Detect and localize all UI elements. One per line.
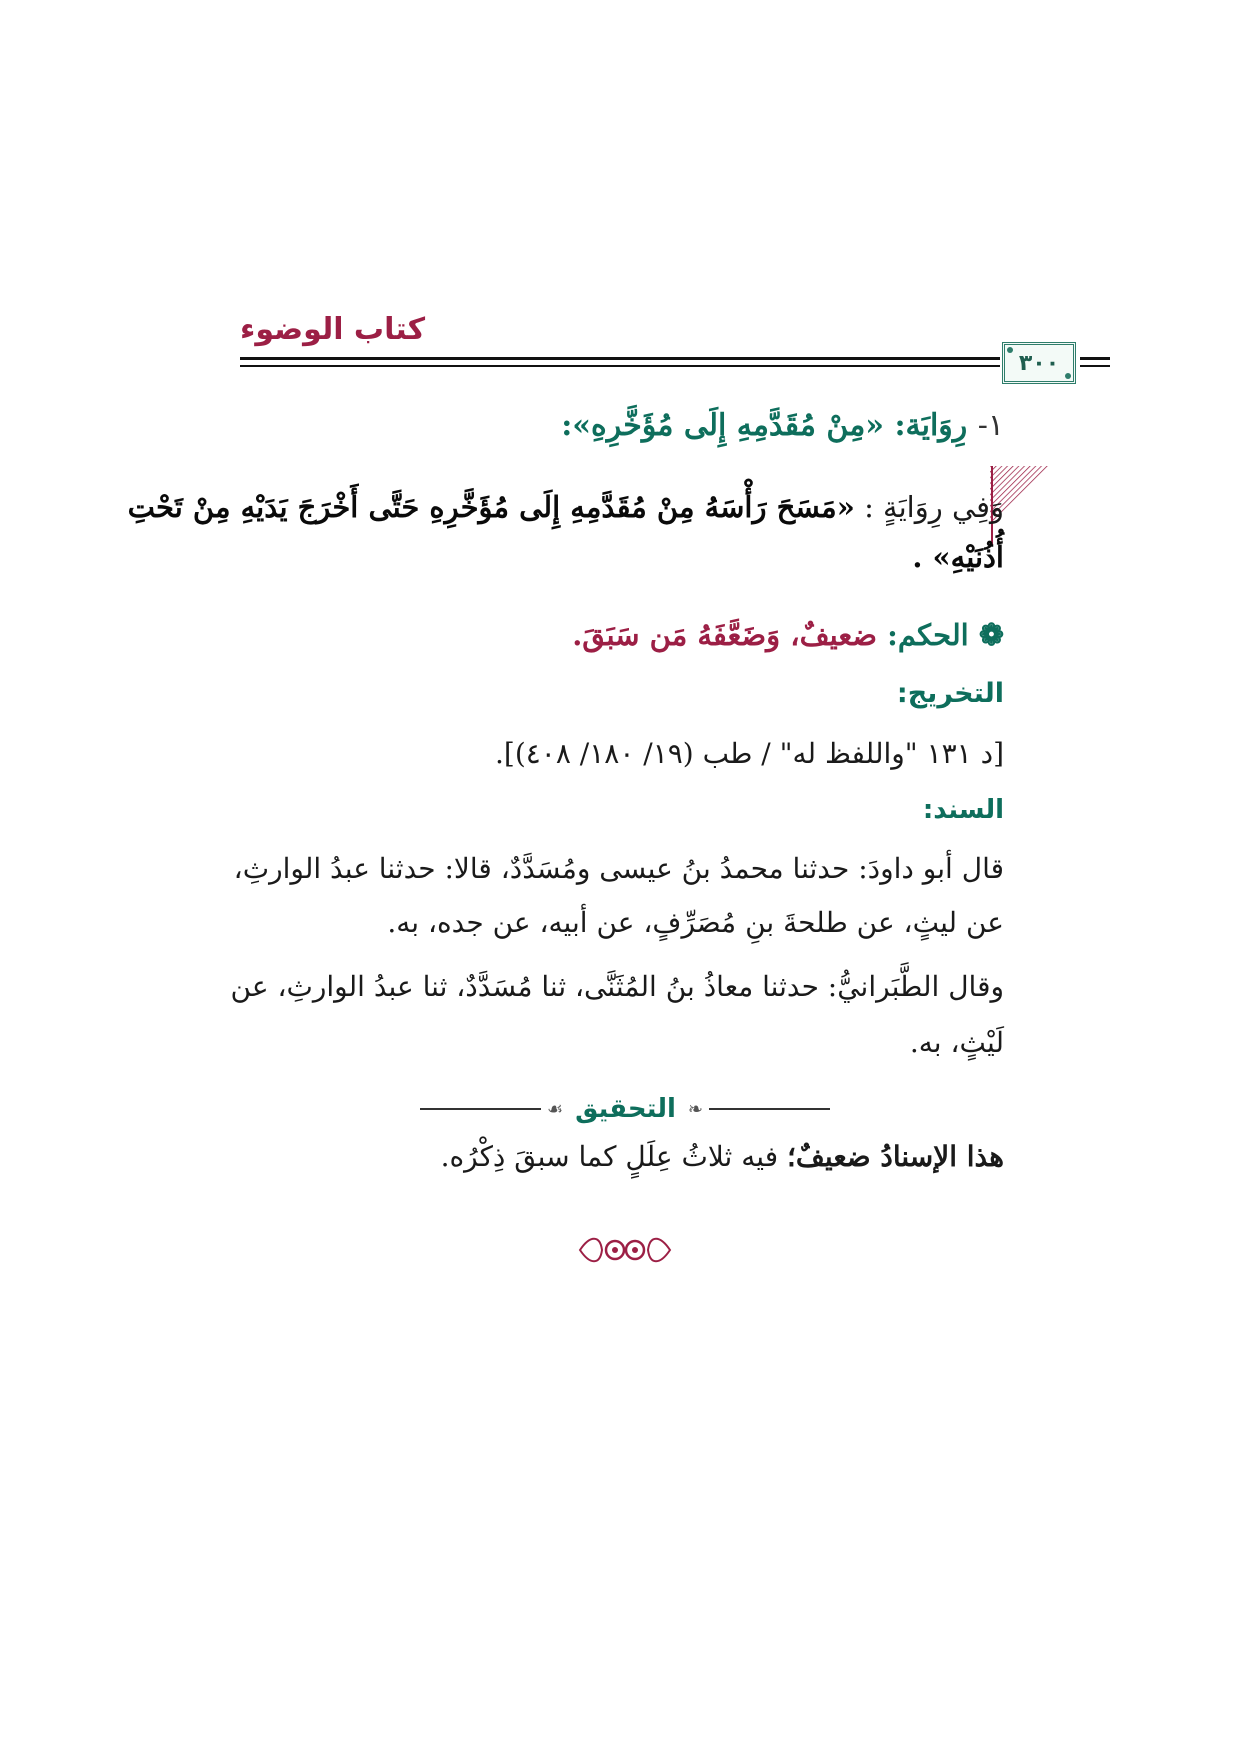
takhrij-label: التخريج: (896, 678, 1004, 709)
sanad-text: قال أبو داودَ: حدثنا محمدُ بنُ عيسى ومُسَدَّدٌ، قالا: حدثنا عبدُ الوارثِ، (233, 852, 1004, 885)
section-number: ١- (977, 408, 1004, 443)
ornament-icon: ❧ (687, 1098, 704, 1120)
conclusion (236, 1140, 1004, 1173)
conclusion-text: فيه ثلاثُ عِلَلٍ كما سبقَ ذِكْرُه. (440, 1140, 787, 1173)
header-rule (240, 365, 1000, 367)
narration-label: وَفِي رِوَايَةٍ : (864, 490, 1004, 524)
narration-text: أُذُنَيْهِ» . (912, 540, 1004, 574)
section-heading (236, 408, 1004, 443)
narration-line (236, 540, 1004, 574)
divider-line (709, 1108, 830, 1110)
flower-icon: ❁ (978, 618, 1004, 653)
ruling-label: الحكم: (887, 618, 969, 652)
sanad-text: لَيْثٍ، به. (909, 1026, 1004, 1059)
header-rule (240, 357, 1000, 360)
narration-text: «مَسَحَ رَأْسَهُ مِنْ مُقَدَّمِهِ إِلَى مُؤَخَّرِهِ حَتَّى أَخْرَجَ يَدَيْهِ مِنْ تَحْتِ (127, 490, 855, 524)
header-rule (1080, 365, 1110, 367)
sanad-label: السند: (922, 795, 1004, 825)
sanad-text: عن ليثٍ، عن طلحةَ بنِ مُصَرِّفٍ، عن أبيه، عن جده، به. (387, 906, 1004, 939)
ruling-value: ضعيفٌ، وَضَعَّفَهُ مَن سَبَقَ. (572, 618, 877, 652)
section-heading-text: رِوَايَة: «مِنْ مُقَدَّمِهِ إِلَى مُؤَخَّرِهِ»: (561, 408, 968, 443)
header-rule (1080, 357, 1110, 360)
tahqiq-title: التحقيق (575, 1094, 676, 1124)
conclusion-bold: هذا الإسنادُ ضعيفٌ؛ (786, 1140, 1004, 1173)
tahqiq-divider (420, 1092, 830, 1126)
divider-line (420, 1108, 541, 1110)
sanad-text: وقال الطَّبَرانيُّ: حدثنا معاذُ بنُ المُثَنَّى، ثنا مُسَدَّدٌ، ثنا عبدُ الوارثِ، عن (230, 970, 1004, 1003)
end-ornament-icon (570, 1230, 680, 1270)
takhrij-value: [د ١٣١ "واللفظ له" / طب (١٩/ ١٨٠/ ٤٠٨)]. (495, 737, 1004, 770)
chapter-title: كتاب الوضوء (240, 312, 426, 347)
narration-line (127, 490, 1004, 524)
ruling (236, 618, 1004, 653)
page-number: ٣٠٠ (1002, 342, 1076, 384)
ornament-icon: ☙ (546, 1098, 564, 1120)
